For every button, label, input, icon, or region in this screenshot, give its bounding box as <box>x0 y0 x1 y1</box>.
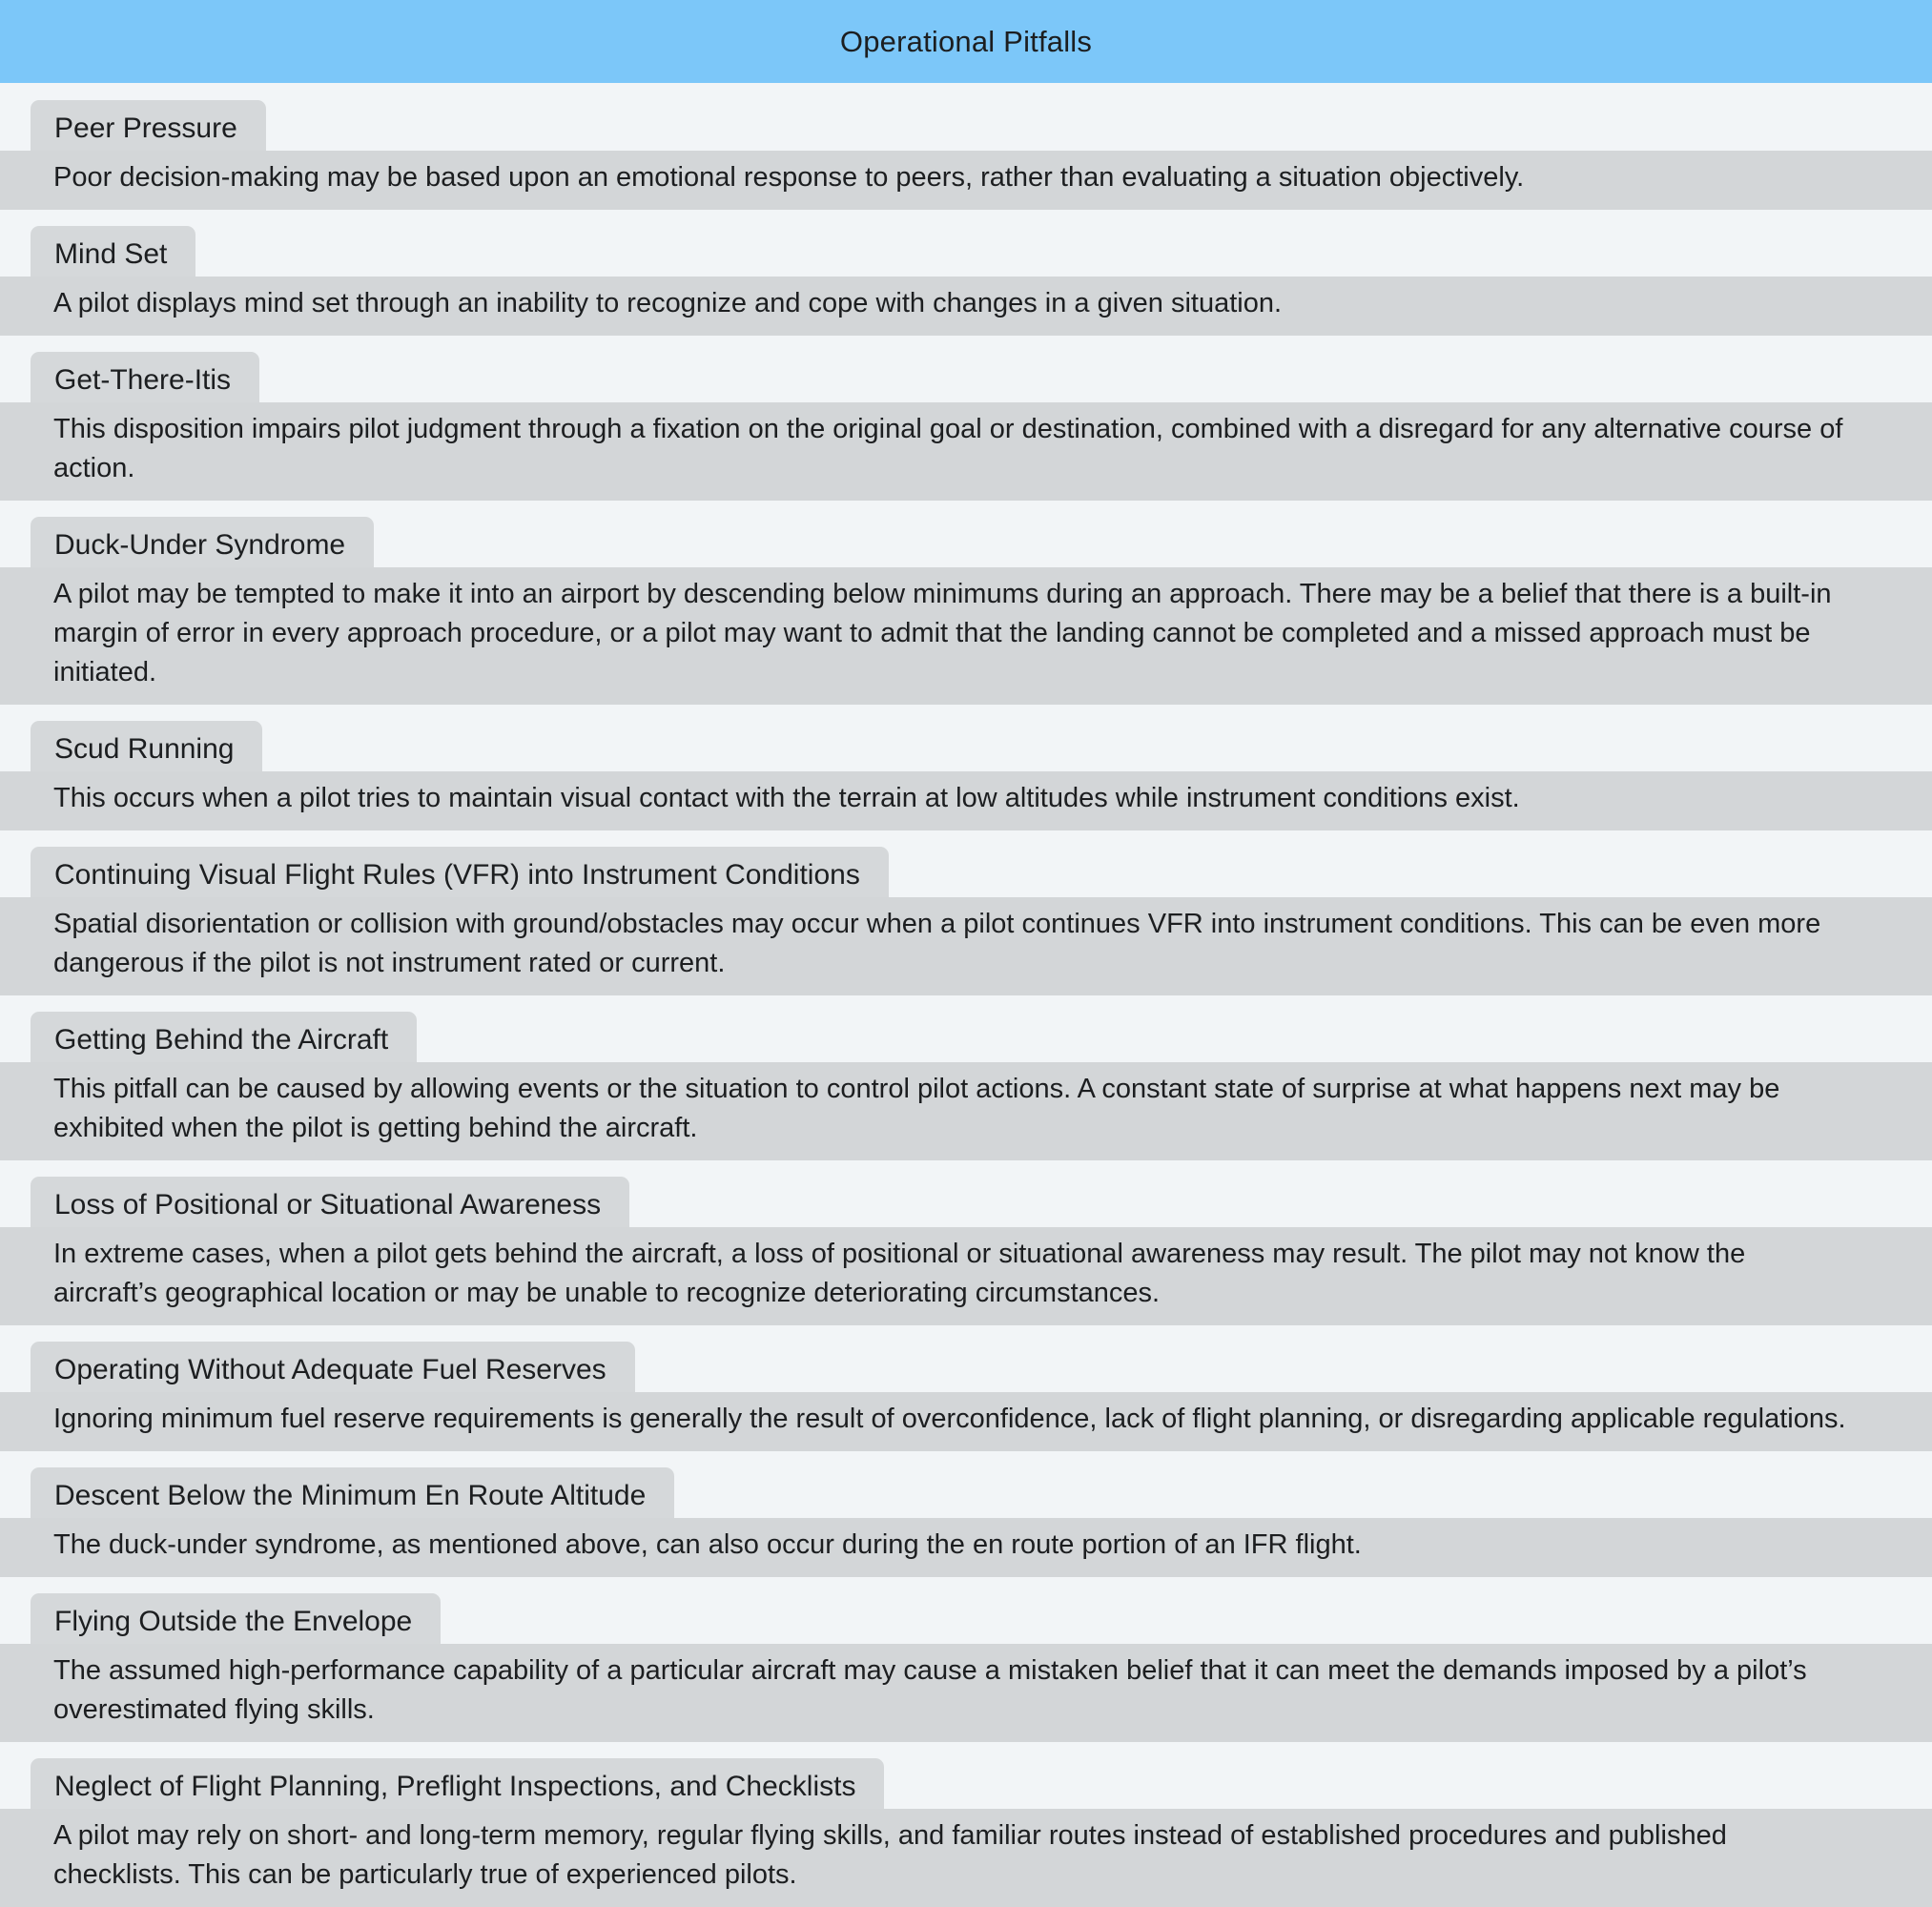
pitfall-title: Operating Without Adequate Fuel Reserves <box>54 1354 606 1385</box>
pitfall-item <box>0 721 1932 830</box>
pitfall-item <box>0 226 1932 336</box>
pitfall-title-tab <box>31 1467 674 1518</box>
pitfall-title-tab <box>31 721 262 771</box>
pitfall-description: Spatial disorientation or collision with ground/obstacles may occur when a pilot continues VFR into instrument conditions. This can be even more dangerous if the pilot is not instrument rated or current. <box>53 909 1821 978</box>
pitfall-title: Descent Below the Minimum En Route Altitude <box>54 1480 647 1511</box>
pitfall-title: Scud Running <box>54 733 235 765</box>
pitfall-description-band <box>0 151 1932 210</box>
pitfall-description-band <box>0 402 1932 501</box>
pitfall-description-band <box>0 1518 1932 1577</box>
pitfall-item <box>0 100 1932 210</box>
pitfall-title: Flying Outside the Envelope <box>54 1606 413 1637</box>
pitfall-title: Continuing Visual Flight Rules (VFR) into Instrument Conditions <box>54 859 860 891</box>
pitfall-description: The assumed high-performance capability of a particular aircraft may cause a mistaken belief that it can meet the demands imposed by a pilot’s overestimated flying skills. <box>53 1655 1807 1725</box>
pitfall-description: This disposition impairs pilot judgment through a fixation on the original goal or destination, combined with a disregard for any alternative course of action. <box>53 414 1843 483</box>
pitfall-title: Peer Pressure <box>54 113 237 144</box>
pitfall-description: A pilot may be tempted to make it into an airport by descending below minimums during an approach. There may be a belief that there is a built-in margin of error in every approach procedure, or a pilot may want to admit that the landing cannot be completed and a missed approach must be initiated. <box>53 579 1832 687</box>
pitfall-description: Poor decision-making may be based upon an emotional response to peers, rather than evaluating a situation objectively. <box>53 162 1525 193</box>
pitfall-item <box>0 1177 1932 1325</box>
pitfall-description: In extreme cases, when a pilot gets behind the aircraft, a loss of positional or situational awareness may result. The pilot may not know the aircraft’s geographical location or may be unable to recognize deteriorating circumstances. <box>53 1239 1746 1308</box>
pitfall-description-band <box>0 1809 1932 1907</box>
pitfall-title-tab <box>31 847 889 897</box>
pitfall-title: Loss of Positional or Situational Awareness <box>54 1189 602 1220</box>
pitfall-title: Neglect of Flight Planning, Preflight Inspections, and Checklists <box>54 1771 856 1802</box>
pitfall-title-tab <box>31 1758 884 1809</box>
pitfall-title: Getting Behind the Aircraft <box>54 1024 389 1056</box>
pitfall-description-band <box>0 1644 1932 1742</box>
pitfall-item <box>0 1467 1932 1577</box>
pitfall-description: A pilot may rely on short- and long-term memory, regular flying skills, and familiar routes instead of established procedures and published checklists. This can be particularly true of experienced pilots. <box>53 1820 1727 1890</box>
pitfall-description-band <box>0 897 1932 995</box>
pitfall-description: This occurs when a pilot tries to maintain visual contact with the terrain at low altitudes while instrument conditions exist. <box>53 783 1520 813</box>
pitfall-description-band <box>0 277 1932 336</box>
pitfall-title-tab <box>31 517 374 567</box>
pitfall-item <box>0 1593 1932 1742</box>
pitfall-title: Duck-Under Syndrome <box>54 529 346 561</box>
pitfall-title-tab <box>31 226 195 277</box>
pitfall-description-band <box>0 567 1932 705</box>
pitfall-item <box>0 517 1932 705</box>
pitfall-item <box>0 352 1932 501</box>
pitfall-description: The duck-under syndrome, as mentioned above, can also occur during the en route portion of an IFR flight. <box>53 1529 1362 1560</box>
pitfall-item <box>0 1758 1932 1907</box>
pitfall-title: Get-There-Itis <box>54 364 232 396</box>
pitfall-title-tab <box>31 1177 629 1227</box>
pitfall-description-band <box>0 771 1932 830</box>
pitfall-title: Mind Set <box>54 238 168 270</box>
pitfall-title-tab <box>31 352 259 402</box>
pitfall-item <box>0 1342 1932 1451</box>
pitfall-description-band <box>0 1392 1932 1451</box>
pitfall-list <box>0 83 1932 1907</box>
pitfall-description: This pitfall can be caused by allowing events or the situation to control pilot actions. A constant state of surprise at what happens next may be exhibited when the pilot is getting behind the aircraft. <box>53 1074 1780 1143</box>
pitfall-title-tab <box>31 100 266 151</box>
pitfall-description: Ignoring minimum fuel reserve requirements is generally the result of overconfidence, lack of flight planning, or disregarding applicable regulations. <box>53 1404 1846 1434</box>
figure-title: Operational Pitfalls <box>839 24 1093 58</box>
pitfall-title-tab <box>31 1593 441 1644</box>
pitfall-item <box>0 847 1932 995</box>
pitfall-item <box>0 1012 1932 1160</box>
pitfall-description-band <box>0 1062 1932 1160</box>
pitfall-description-band <box>0 1227 1932 1325</box>
pitfall-description: A pilot displays mind set through an inability to recognize and cope with changes in a given situation. <box>53 288 1283 318</box>
figure-header <box>0 0 1932 83</box>
pitfall-title-tab <box>31 1012 417 1062</box>
pitfall-title-tab <box>31 1342 635 1392</box>
